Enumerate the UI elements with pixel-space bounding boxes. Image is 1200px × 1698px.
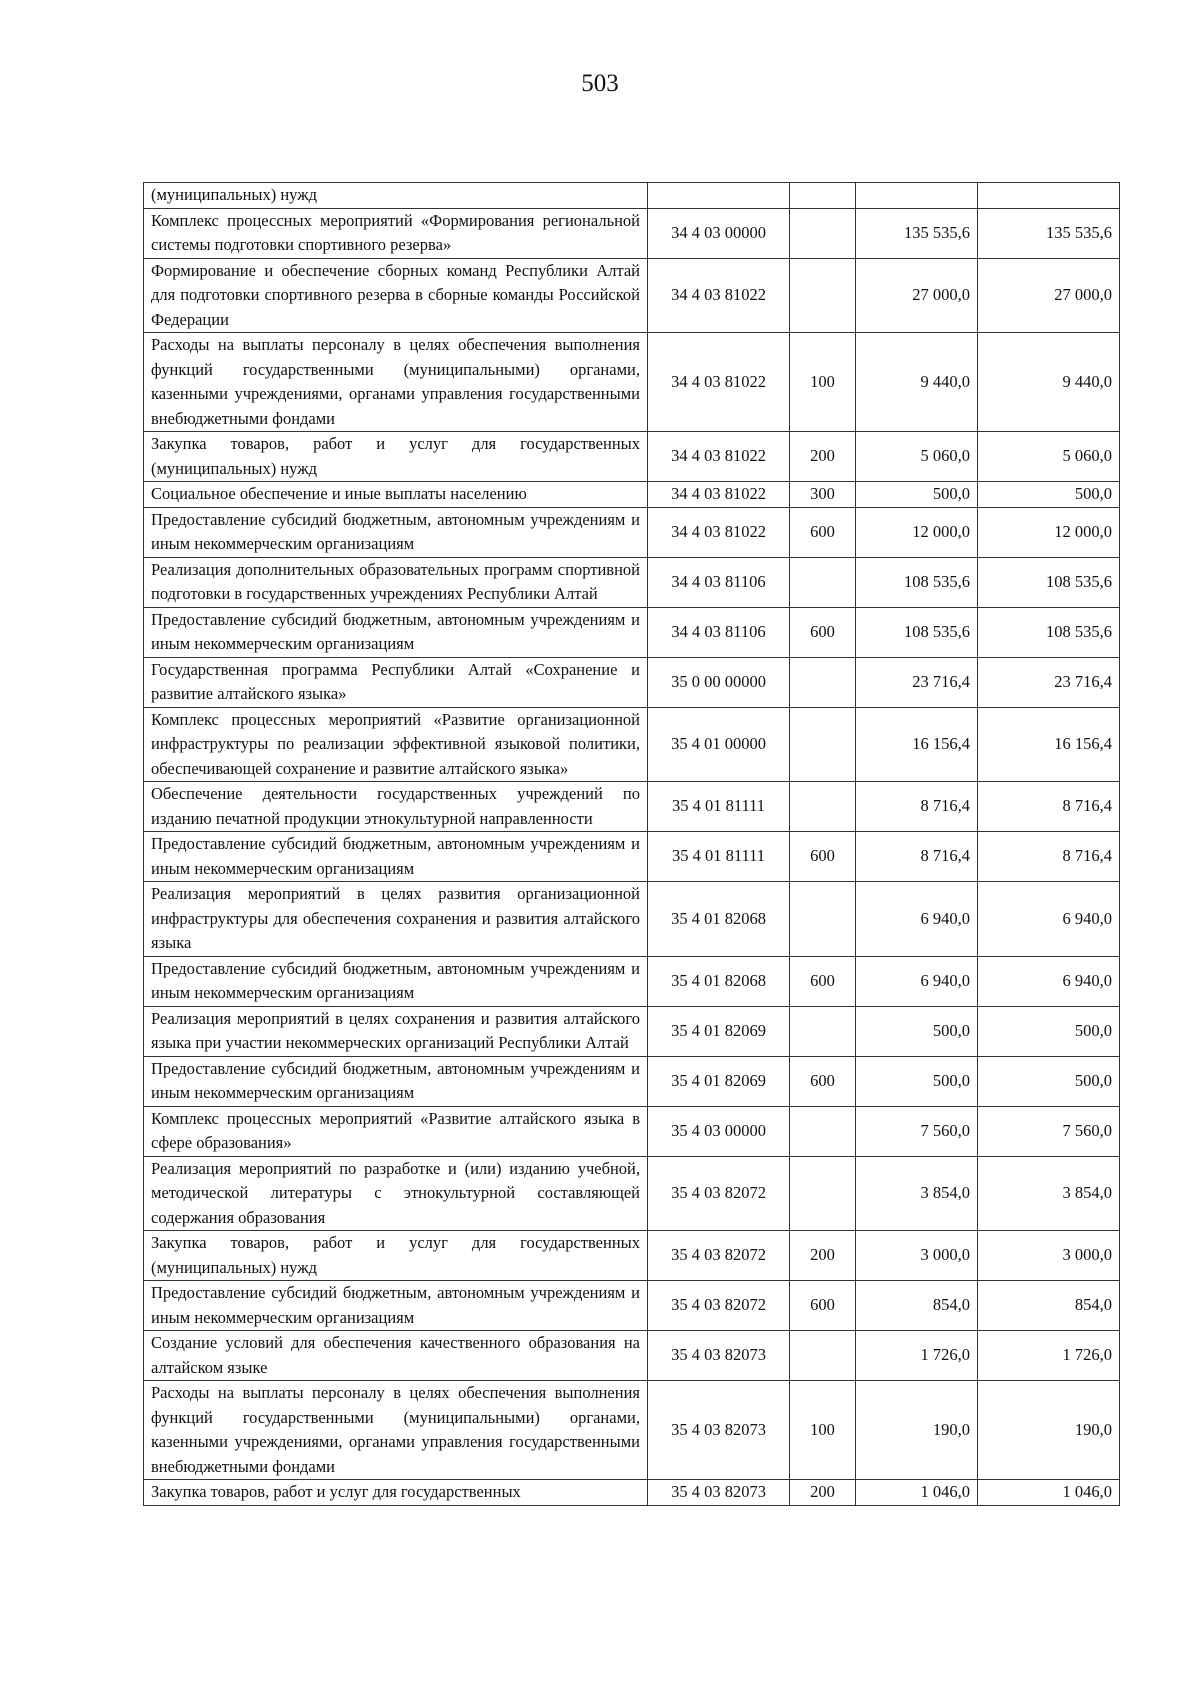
row-name-cell: Реализация дополнительных образовательных программ спортивной подготовки в государственных учреждениях Республики Алтай	[144, 557, 648, 607]
row-sum-2-cell: 500,0	[978, 1006, 1120, 1056]
row-name-cell: Предоставление субсидий бюджетным, автономным учреждениям и иным некоммерческим организациям	[144, 507, 648, 557]
row-code-cell: 34 4 03 81106	[648, 557, 790, 607]
row-expense-type-cell	[790, 782, 856, 832]
row-name-cell: Социальное обеспечение и иные выплаты населению	[144, 482, 648, 508]
row-expense-type-cell: 600	[790, 607, 856, 657]
row-name-cell: Обеспечение деятельности государственных учреждений по изданию печатной продукции этнокультурной направленности	[144, 782, 648, 832]
row-name-cell: Предоставление субсидий бюджетным, автономным учреждениям и иным некоммерческим организациям	[144, 607, 648, 657]
table-row	[144, 1156, 1120, 1231]
row-sum-1-cell: 500,0	[856, 1056, 978, 1106]
row-expense-type-cell	[790, 557, 856, 607]
table-row	[144, 707, 1120, 782]
row-expense-type-cell	[790, 1106, 856, 1156]
row-expense-type-cell: 200	[790, 1480, 856, 1506]
table-row	[144, 482, 1120, 508]
row-name-cell: Формирование и обеспечение сборных команд Республики Алтай для подготовки спортивного резерва в сборные команды Российской Федерации	[144, 258, 648, 333]
row-sum-1-cell: 190,0	[856, 1381, 978, 1480]
row-code-cell: 34 4 03 81022	[648, 507, 790, 557]
row-code-cell: 35 4 01 82069	[648, 1056, 790, 1106]
table-row	[144, 432, 1120, 482]
row-name-cell: Государственная программа Республики Алтай «Сохранение и развитие алтайского языка»	[144, 657, 648, 707]
row-expense-type-cell	[790, 657, 856, 707]
row-code-cell: 34 4 03 00000	[648, 208, 790, 258]
row-expense-type-cell: 300	[790, 482, 856, 508]
row-sum-2-cell: 1 046,0	[978, 1480, 1120, 1506]
row-sum-2-cell: 6 940,0	[978, 956, 1120, 1006]
table-row	[144, 1281, 1120, 1331]
table-row	[144, 1480, 1120, 1506]
row-sum-1-cell: 1 046,0	[856, 1480, 978, 1506]
table-row	[144, 782, 1120, 832]
row-name-cell: Расходы на выплаты персоналу в целях обеспечения выполнения функций государственными (муниципальными) органами, казенными учреждениями, органами управления государственными внебюджетными фондами	[144, 1381, 648, 1480]
budget-table-body	[144, 183, 1120, 1506]
table-row	[144, 1106, 1120, 1156]
row-name-cell: Комплекс процессных мероприятий «Формирования региональной системы подготовки спортивного резерва»	[144, 208, 648, 258]
row-sum-2-cell: 16 156,4	[978, 707, 1120, 782]
row-expense-type-cell: 600	[790, 507, 856, 557]
row-code-cell: 35 4 03 82073	[648, 1331, 790, 1381]
row-sum-1-cell: 500,0	[856, 1006, 978, 1056]
row-sum-1-cell	[856, 183, 978, 209]
row-sum-2-cell: 108 535,6	[978, 607, 1120, 657]
row-code-cell: 35 0 00 00000	[648, 657, 790, 707]
row-sum-2-cell: 108 535,6	[978, 557, 1120, 607]
row-sum-2-cell: 500,0	[978, 482, 1120, 508]
row-name-cell: Предоставление субсидий бюджетным, автономным учреждениям и иным некоммерческим организациям	[144, 1056, 648, 1106]
row-sum-2-cell: 9 440,0	[978, 333, 1120, 432]
row-name-cell: Закупка товаров, работ и услуг для государственных (муниципальных) нужд	[144, 1231, 648, 1281]
row-sum-2-cell: 1 726,0	[978, 1331, 1120, 1381]
row-sum-1-cell: 27 000,0	[856, 258, 978, 333]
table-row	[144, 1381, 1120, 1480]
row-sum-2-cell: 135 535,6	[978, 208, 1120, 258]
table-row	[144, 183, 1120, 209]
row-code-cell: 35 4 01 00000	[648, 707, 790, 782]
row-sum-2-cell: 12 000,0	[978, 507, 1120, 557]
row-expense-type-cell: 100	[790, 1381, 856, 1480]
row-sum-2-cell: 7 560,0	[978, 1106, 1120, 1156]
row-sum-1-cell: 6 940,0	[856, 956, 978, 1006]
row-name-cell: Комплекс процессных мероприятий «Развитие алтайского языка в сфере образования»	[144, 1106, 648, 1156]
row-code-cell: 35 4 01 82069	[648, 1006, 790, 1056]
table-row	[144, 1006, 1120, 1056]
row-name-cell: Предоставление субсидий бюджетным, автономным учреждениям и иным некоммерческим организациям	[144, 956, 648, 1006]
table-row	[144, 333, 1120, 432]
table-row	[144, 557, 1120, 607]
row-code-cell	[648, 183, 790, 209]
row-code-cell: 35 4 01 82068	[648, 882, 790, 957]
row-sum-1-cell: 8 716,4	[856, 782, 978, 832]
row-sum-1-cell: 1 726,0	[856, 1331, 978, 1381]
row-expense-type-cell: 200	[790, 432, 856, 482]
row-name-cell: Предоставление субсидий бюджетным, автономным учреждениям и иным некоммерческим организациям	[144, 832, 648, 882]
row-name-cell: Закупка товаров, работ и услуг для государственных	[144, 1480, 648, 1506]
row-sum-1-cell: 3 854,0	[856, 1156, 978, 1231]
row-sum-2-cell: 8 716,4	[978, 782, 1120, 832]
row-sum-2-cell: 3 000,0	[978, 1231, 1120, 1281]
row-expense-type-cell	[790, 208, 856, 258]
row-name-cell: Расходы на выплаты персоналу в целях обеспечения выполнения функций государственными (муниципальными) органами, казенными учреждениями, органами управления государственными внебюджетными фондами	[144, 333, 648, 432]
row-sum-2-cell: 500,0	[978, 1056, 1120, 1106]
row-code-cell: 34 4 03 81106	[648, 607, 790, 657]
row-code-cell: 35 4 03 82073	[648, 1381, 790, 1480]
page-number: 503	[581, 70, 619, 97]
row-code-cell: 35 4 01 82068	[648, 956, 790, 1006]
table-row	[144, 657, 1120, 707]
row-sum-2-cell: 23 716,4	[978, 657, 1120, 707]
row-sum-2-cell: 27 000,0	[978, 258, 1120, 333]
row-name-cell: Предоставление субсидий бюджетным, автономным учреждениям и иным некоммерческим организациям	[144, 1281, 648, 1331]
row-code-cell: 34 4 03 81022	[648, 258, 790, 333]
table-row	[144, 956, 1120, 1006]
row-sum-1-cell: 7 560,0	[856, 1106, 978, 1156]
row-expense-type-cell: 600	[790, 956, 856, 1006]
table-row	[144, 1231, 1120, 1281]
table-row	[144, 882, 1120, 957]
row-name-cell: (муниципальных) нужд	[144, 183, 648, 209]
row-name-cell: Создание условий для обеспечения качественного образования на алтайском языке	[144, 1331, 648, 1381]
row-sum-1-cell: 108 535,6	[856, 557, 978, 607]
row-expense-type-cell	[790, 707, 856, 782]
row-sum-1-cell: 3 000,0	[856, 1231, 978, 1281]
row-sum-1-cell: 135 535,6	[856, 208, 978, 258]
table-row	[144, 1056, 1120, 1106]
row-sum-2-cell: 5 060,0	[978, 432, 1120, 482]
row-expense-type-cell: 600	[790, 1281, 856, 1331]
row-code-cell: 35 4 03 82073	[648, 1480, 790, 1506]
row-expense-type-cell	[790, 1331, 856, 1381]
row-expense-type-cell	[790, 258, 856, 333]
row-sum-1-cell: 108 535,6	[856, 607, 978, 657]
table-row	[144, 208, 1120, 258]
row-code-cell: 35 4 03 82072	[648, 1231, 790, 1281]
row-expense-type-cell: 100	[790, 333, 856, 432]
row-sum-1-cell: 6 940,0	[856, 882, 978, 957]
row-sum-1-cell: 8 716,4	[856, 832, 978, 882]
row-code-cell: 35 4 03 00000	[648, 1106, 790, 1156]
row-sum-1-cell: 500,0	[856, 482, 978, 508]
row-sum-1-cell: 9 440,0	[856, 333, 978, 432]
row-code-cell: 35 4 03 82072	[648, 1281, 790, 1331]
row-name-cell: Реализация мероприятий в целях сохранения и развития алтайского языка при участии некоммерческих организаций Республики Алтай	[144, 1006, 648, 1056]
row-expense-type-cell: 600	[790, 832, 856, 882]
row-expense-type-cell: 600	[790, 1056, 856, 1106]
row-sum-1-cell: 23 716,4	[856, 657, 978, 707]
row-sum-1-cell: 16 156,4	[856, 707, 978, 782]
row-code-cell: 35 4 03 82072	[648, 1156, 790, 1231]
row-sum-2-cell: 8 716,4	[978, 832, 1120, 882]
budget-table	[143, 182, 1120, 1506]
row-sum-2-cell: 3 854,0	[978, 1156, 1120, 1231]
row-name-cell: Закупка товаров, работ и услуг для государственных (муниципальных) нужд	[144, 432, 648, 482]
row-expense-type-cell	[790, 1156, 856, 1231]
row-expense-type-cell	[790, 882, 856, 957]
table-row	[144, 1331, 1120, 1381]
row-code-cell: 35 4 01 81111	[648, 832, 790, 882]
table-row	[144, 607, 1120, 657]
table-row	[144, 258, 1120, 333]
row-code-cell: 34 4 03 81022	[648, 432, 790, 482]
table-row	[144, 507, 1120, 557]
row-sum-1-cell: 5 060,0	[856, 432, 978, 482]
row-sum-2-cell: 6 940,0	[978, 882, 1120, 957]
row-name-cell: Комплекс процессных мероприятий «Развитие организационной инфраструктуры по реализации эффективной языковой политики, обеспечивающей сохранение и развитие алтайского языка»	[144, 707, 648, 782]
table-row	[144, 832, 1120, 882]
row-name-cell: Реализация мероприятий по разработке и (или) изданию учебной, методической литературы с этнокультурной составляющей содержания образования	[144, 1156, 648, 1231]
row-sum-2-cell	[978, 183, 1120, 209]
row-code-cell: 35 4 01 81111	[648, 782, 790, 832]
row-code-cell: 34 4 03 81022	[648, 482, 790, 508]
row-code-cell: 34 4 03 81022	[648, 333, 790, 432]
row-sum-2-cell: 190,0	[978, 1381, 1120, 1480]
row-sum-1-cell: 854,0	[856, 1281, 978, 1331]
row-expense-type-cell: 200	[790, 1231, 856, 1281]
row-expense-type-cell	[790, 183, 856, 209]
row-sum-2-cell: 854,0	[978, 1281, 1120, 1331]
row-sum-1-cell: 12 000,0	[856, 507, 978, 557]
row-expense-type-cell	[790, 1006, 856, 1056]
row-name-cell: Реализация мероприятий в целях развития организационной инфраструктуры для обеспечения сохранения и развития алтайского языка	[144, 882, 648, 957]
